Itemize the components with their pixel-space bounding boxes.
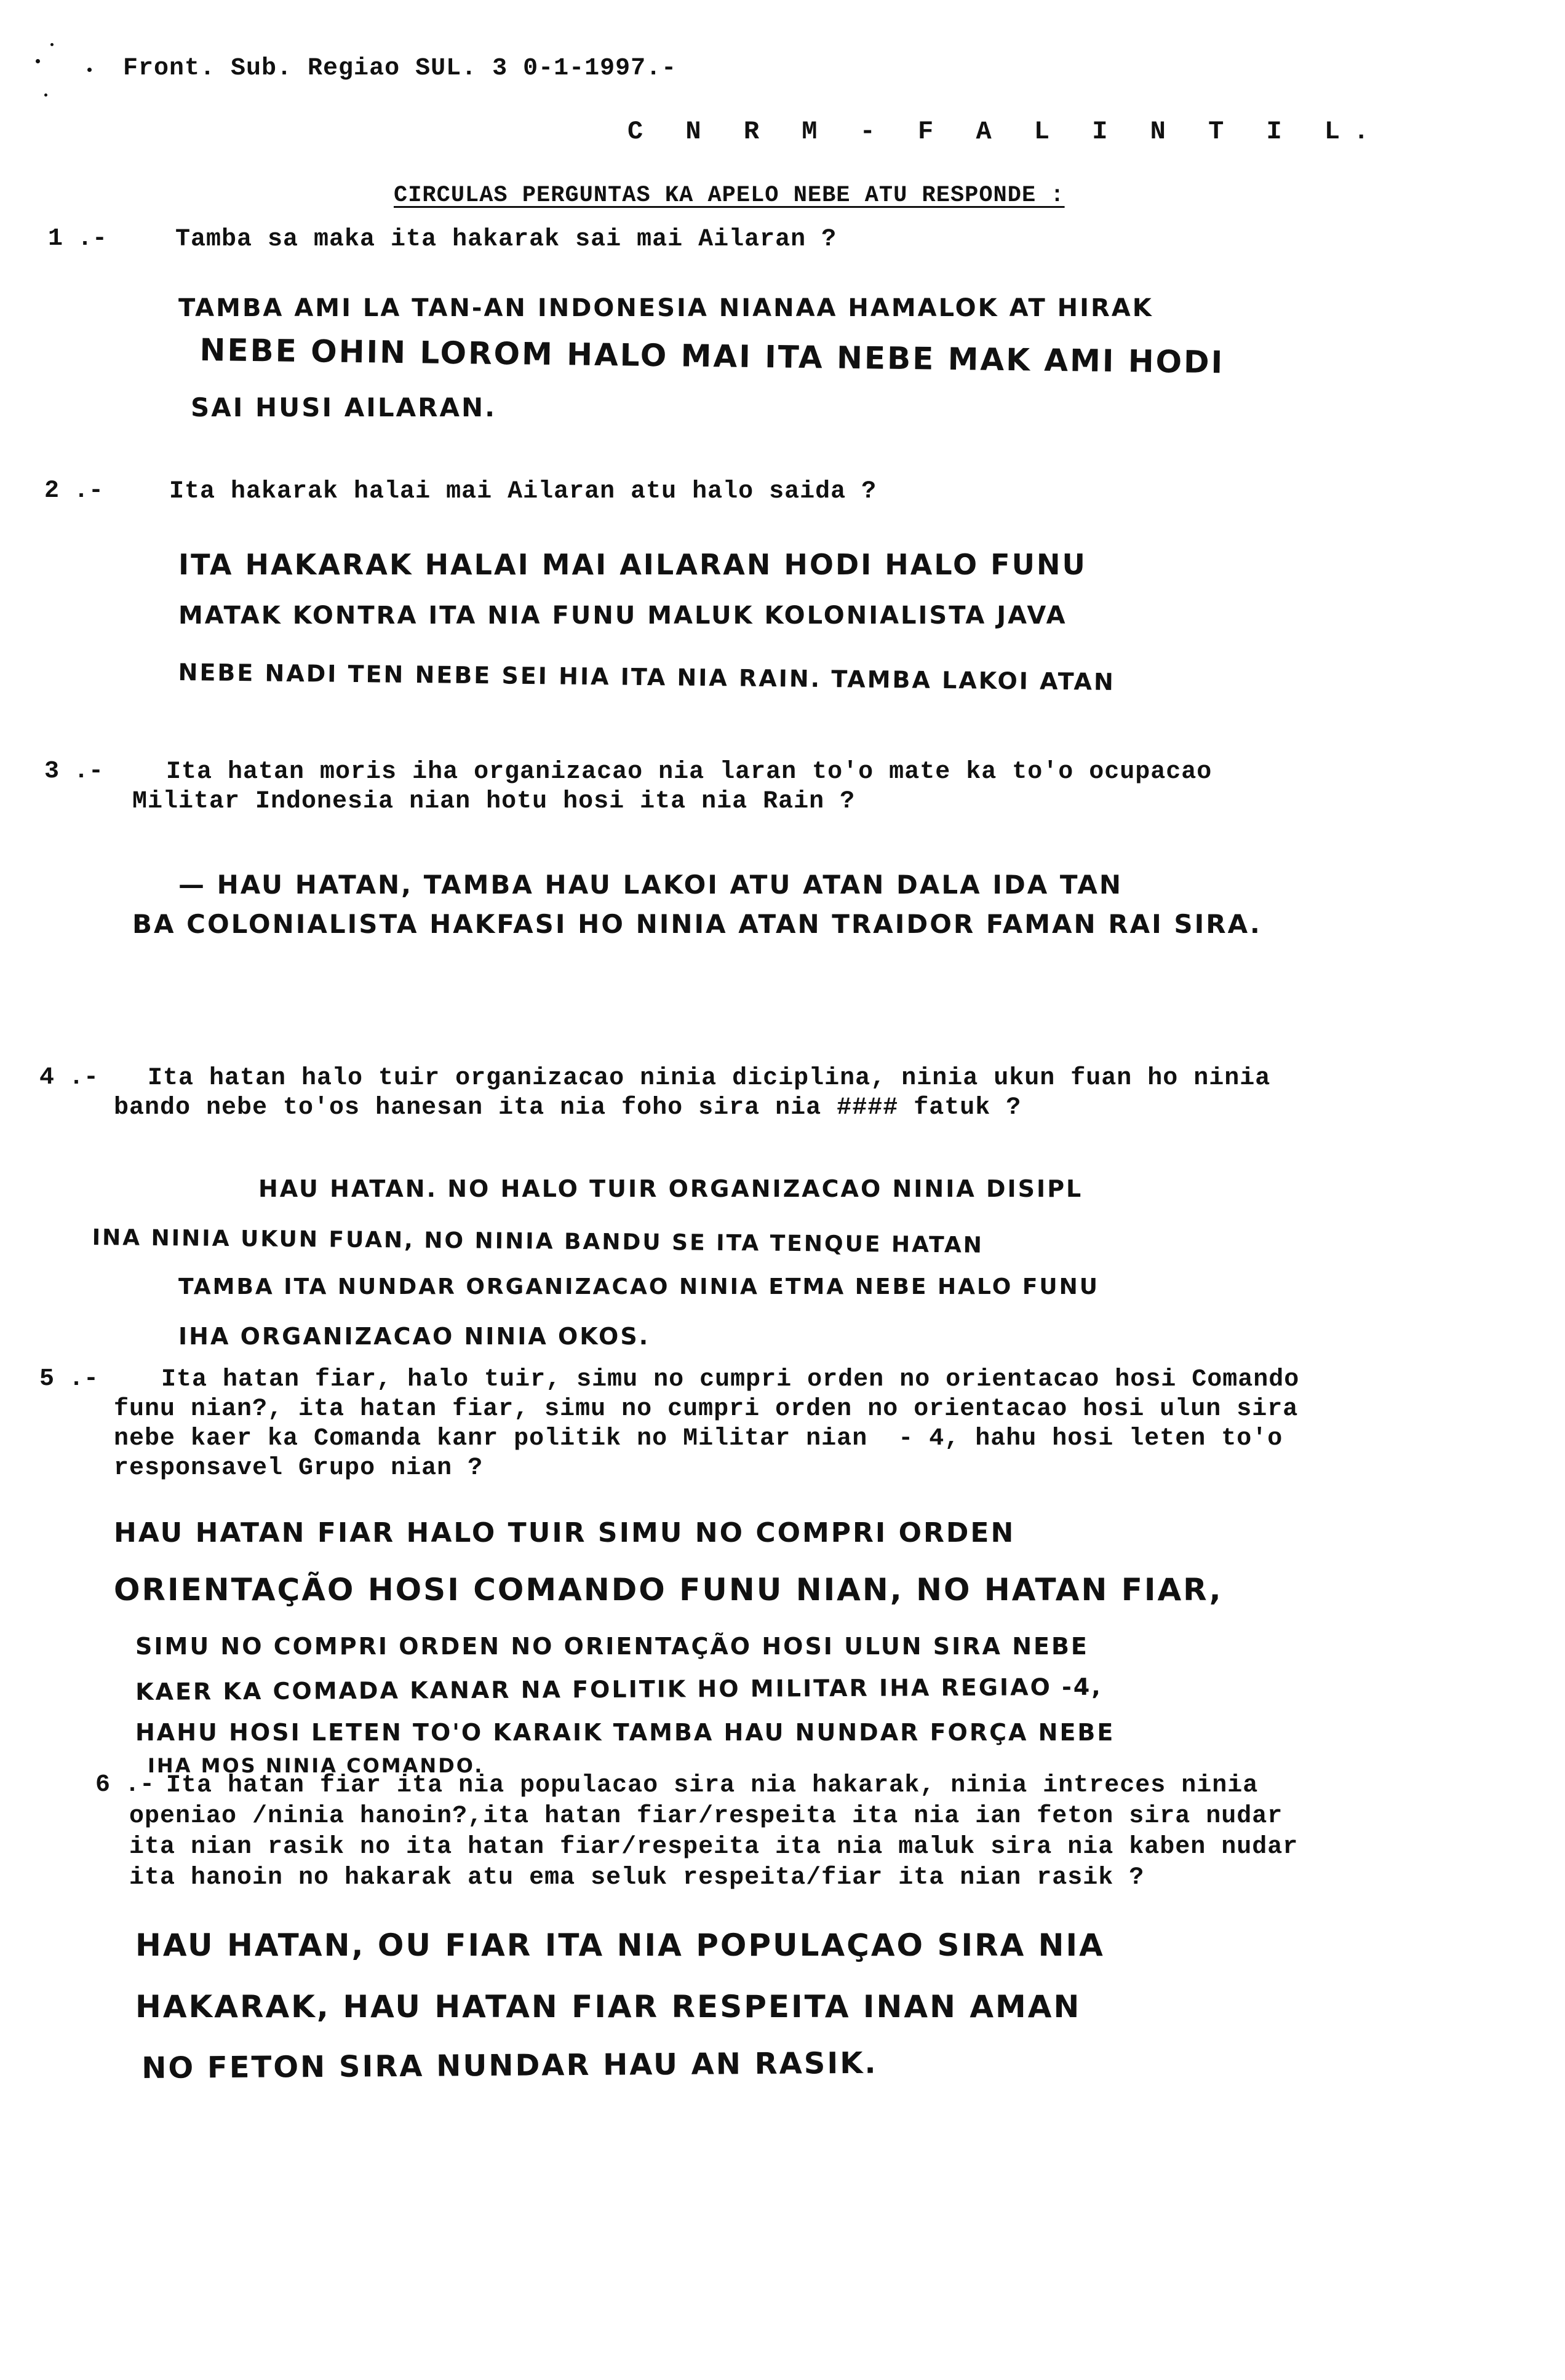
scan-speck bbox=[87, 68, 92, 72]
document-header-line: Front. Sub. Regiao SUL. 3 0-1-1997.- bbox=[123, 55, 677, 82]
answer-line: TAMBA AMI LA TAN-AN INDONESIA NIANAA HAMALOK AT HIRAK bbox=[178, 294, 1153, 322]
question-text: Ita hatan moris iha organizacao nia laran to'o mate ka to'o ocupacao bbox=[166, 758, 1213, 786]
document-title: C N R M - F A L I N T I L. bbox=[627, 117, 1383, 146]
scan-speck bbox=[50, 43, 54, 46]
answer-line: HAU HATAN. NO HALO TUIR ORGANIZACAO NINIA DISIPL bbox=[258, 1175, 1083, 1202]
question-number: 6 .- bbox=[95, 1771, 155, 1799]
question-text: Ita hatan fiar, halo tuir, simu no cumpri orden no orientacao hosi Comando bbox=[161, 1366, 1300, 1394]
answer-line: NEBE NADI TEN NEBE SEI HIA ITA NIA RAIN. TAMBA LAKOI ATAN bbox=[178, 658, 1116, 696]
answer-line: INA NINIA UKUN FUAN, NO NINIA BANDU SE ITA TENQUE HATAN bbox=[92, 1224, 984, 1258]
question-text: Militar Indonesia nian hotu hosi ita nia Rain ? bbox=[132, 788, 856, 815]
question-text: Ita hatan halo tuir organizacao ninia diciplina, ninia ukun fuan ho ninia bbox=[148, 1065, 1271, 1092]
question-number: 2 .- bbox=[44, 477, 104, 505]
answer-line: IHA MOS NINIA COMANDO. bbox=[148, 1754, 484, 1777]
question-number: 1 .- bbox=[48, 225, 108, 253]
question-text: openiao /ninia hanoin?,ita hatan fiar/respeita ita nia ian feton sira nudar bbox=[129, 1803, 1283, 1830]
answer-line: HAHU HOSI LETEN TO'O KARAIK TAMBA HAU NUNDAR FORÇA NEBE bbox=[135, 1719, 1115, 1746]
question-text: bando nebe to'os hanesan ita nia foho sira nia #### fatuk ? bbox=[114, 1094, 1022, 1122]
answer-line: SAI HUSI AILARAN. bbox=[191, 392, 497, 422]
answer-line: HAKARAK, HAU HATAN FIAR RESPEITA INAN AMAN bbox=[135, 1989, 1081, 2025]
question-text: ita nian rasik no ita hatan fiar/respeita ita nia maluk sira nia kaben nudar bbox=[129, 1833, 1299, 1861]
answer-line: NEBE OHIN LOROM HALO MAI ITA NEBE MAK AMI HODI bbox=[199, 331, 1225, 381]
document-subtitle: CIRCULAS PERGUNTAS KA APELO NEBE ATU RESPONDE : bbox=[394, 183, 1065, 208]
question-number: 5 .- bbox=[39, 1365, 99, 1393]
answer-line: MATAK KONTRA ITA NIA FUNU MALUK KOLONIALISTA JAVA bbox=[178, 601, 1067, 630]
question-number: 3 .- bbox=[44, 758, 104, 785]
question-text: ita hanoin no hakarak atu ema seluk respeita/fiar ita nian rasik ? bbox=[129, 1864, 1145, 1892]
answer-line: ITA HAKARAK HALAI MAI AILARAN HODI HALO FUNU bbox=[178, 548, 1087, 581]
question-text: Tamba sa maka ita hakarak sai mai Ailaran ? bbox=[175, 226, 837, 253]
question-text: Ita hakarak halai mai Ailaran atu halo saida ? bbox=[169, 478, 877, 506]
answer-line: KAER KA COMADA KANAR NA FOLITIK HO MILITAR IHA REGIAO -4, bbox=[135, 1673, 1102, 1705]
question-number: 4 .- bbox=[39, 1064, 99, 1092]
scan-speck bbox=[44, 93, 47, 97]
question-text: funu nian?, ita hatan fiar, simu no cumpri orden no orientacao hosi ulun sira bbox=[114, 1395, 1299, 1423]
answer-line: ORIENTAÇÃO HOSI COMANDO FUNU NIAN, NO HATAN FIAR, bbox=[114, 1572, 1223, 1608]
answer-line: SIMU NO COMPRI ORDEN NO ORIENTAÇÃO HOSI ULUN SIRA NEBE bbox=[135, 1633, 1089, 1660]
question-text: Ita hatan fiar ita nia populacao sira nia hakarak, ninia intreces ninia bbox=[166, 1772, 1259, 1799]
scan-speck bbox=[36, 59, 40, 63]
answer-line: HAU HATAN, OU FIAR ITA NIA POPULAÇAO SIRA NIA bbox=[135, 1927, 1105, 1963]
answer-line: HAU HATAN FIAR HALO TUIR SIMU NO COMPRI ORDEN bbox=[114, 1517, 1016, 1549]
answer-line: IHA ORGANIZACAO NINIA OKOS. bbox=[178, 1323, 650, 1350]
question-text: responsavel Grupo nian ? bbox=[114, 1454, 484, 1482]
answer-line: BA COLONIALISTA HAKFASI HO NINIA ATAN TRAIDOR FAMAN RAI SIRA. bbox=[132, 909, 1262, 939]
question-text: nebe kaer ka Comanda kanr politik no Militar nian - 4, hahu hosi leten to'o bbox=[114, 1425, 1283, 1453]
answer-line: — HAU HATAN, TAMBA HAU LAKOI ATU ATAN DALA IDA TAN bbox=[178, 870, 1123, 900]
answer-line: TAMBA ITA NUNDAR ORGANIZACAO NINIA ETMA NEBE HALO FUNU bbox=[178, 1274, 1100, 1299]
answer-line: NO FETON SIRA NUNDAR HAU AN RASIK. bbox=[141, 2045, 878, 2085]
